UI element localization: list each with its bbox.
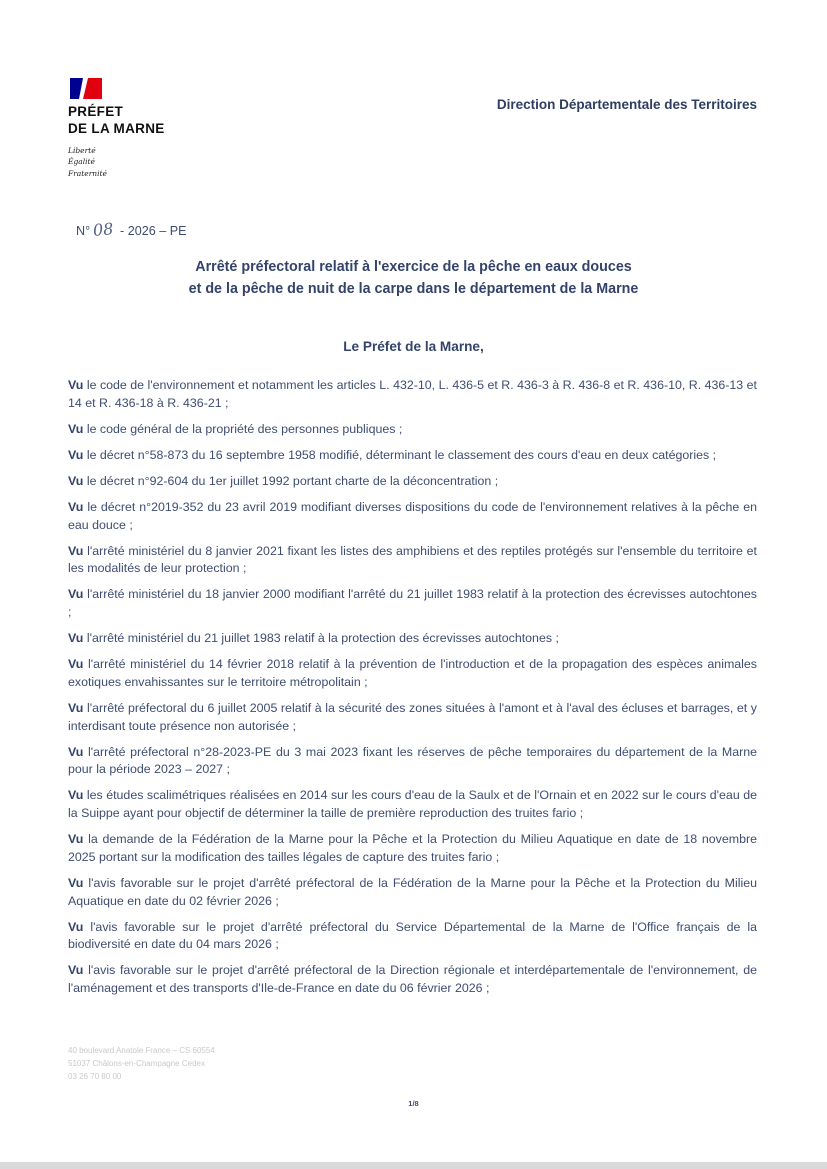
vu-paragraph: [68, 421, 757, 439]
french-flag-icon: [70, 78, 102, 99]
footer-address-line2: 51037 Châlons-en-Champagne Cedex: [68, 1058, 205, 1068]
vu-text: l'avis favorable sur le projet d'arrêté préfectoral de la Direction régionale et interdépartementale de l'environnement, de l'aménagement et des transports d'Ile-de-France en date du 06 février 2026 ;: [68, 963, 757, 995]
vu-lead: Vu: [68, 919, 84, 934]
vu-text: l'arrêté ministériel du 18 janvier 2000 modifiant l'arrêté du 21 juillet 1983 relatif à la protection des écrevisses autochtones ;: [68, 587, 757, 620]
reference-handwritten-number: 08: [92, 219, 115, 240]
vu-paragraph: [68, 700, 757, 735]
reference-number: [76, 220, 187, 239]
vu-text: l'arrêté ministériel du 21 juillet 1983 relatif à la protection des écrevisses autochtones ;: [86, 631, 559, 646]
vu-paragraph: [68, 919, 757, 954]
vu-paragraphs: [68, 377, 757, 1006]
vu-text: le code de l'environnement et notamment les articles L. 432-10, L. 436-5 et R. 436-3 à R. 436-8 et R. 436-10, R. 436-13 et 14 et R. 436-18 à R. 436-21 ;: [68, 378, 757, 410]
motto-egalite: Égalité: [68, 157, 95, 167]
vu-text: l'arrêté préfectoral du 6 juillet 2005 relatif à la sécurité des zones situées à l'amont et à l'aval des écluses et barrages, et y interdisant toute présence non autorisée ;: [68, 701, 757, 733]
direction-title: Direction Départementale des Territoires: [496, 97, 757, 112]
vu-lead: Vu: [68, 701, 84, 716]
agency-name: [68, 104, 165, 138]
vu-paragraph: [68, 473, 757, 491]
motto-liberte: Liberté: [68, 145, 96, 155]
vu-text: les études scalimétriques réalisées en 2014 sur les cours d'eau de la Saulx et de l'Ornain et en 2022 sur le cours d'eau de la Suippe ayant pour objectif de déterminer la taille de première reproduction des truites fario ;: [68, 788, 757, 821]
vu-paragraph: [68, 831, 757, 866]
document-title-line2: et de la pêche de nuit de la carpe dans le département de la Marne: [188, 280, 639, 297]
vu-lead: Vu: [68, 378, 84, 392]
document-title: [0, 257, 827, 300]
vu-lead: Vu: [68, 788, 84, 803]
vu-text: l'arrêté préfectoral n°28-2023-PE du 3 mai 2023 fixant les réserves de pêche temporaires du département de la Marne pour la période 2023 – 2027 ;: [68, 744, 757, 777]
vu-text: la demande de la Fédération de la Marne pour la Pêche et la Protection du Milieu Aquatique en date de 18 novembre 2025 portant sur la modification des tailles légales de capture des truites fario ;: [68, 832, 757, 864]
footer-address: [68, 1045, 215, 1083]
vu-lead: Vu: [68, 587, 84, 602]
vu-text: le décret n°92-604 du 1er juillet 1992 portant charte de la déconcentration ;: [86, 473, 499, 488]
vu-text: l'arrêté ministériel du 8 janvier 2021 fixant les listes des amphibiens et des reptiles protégés sur l'ensemble du territoire et les modalités de leur protection ;: [68, 543, 757, 576]
vu-lead: Vu: [68, 421, 84, 436]
vu-lead: Vu: [68, 875, 84, 890]
gov-logo-block: [68, 78, 165, 180]
vu-lead: Vu: [68, 543, 84, 558]
footer-phone: 03 26 70 80 00: [68, 1071, 122, 1081]
vu-text: le décret n°58-873 du 16 septembre 1958 modifié, déterminant le classement des cours d'eau en deux catégories ;: [86, 447, 717, 462]
vu-paragraph: [68, 787, 757, 822]
vu-text: l'avis favorable sur le projet d'arrêté préfectoral de la Fédération de la Marne pour la Pêche et la Protection du Milieu Aquatique en date du 02 février 2026 ;: [68, 875, 757, 908]
vu-text: l'arrêté ministériel du 14 février 2018 relatif à la prévention de l'introduction et de la propagation des espèces animales exotiques envahissantes sur le territoire métropolitain ;: [68, 657, 757, 689]
vu-lead: Vu: [68, 631, 84, 646]
vu-lead: Vu: [68, 473, 84, 488]
vu-lead: Vu: [68, 832, 84, 847]
salutation: Le Préfet de la Marne,: [343, 339, 484, 354]
vu-paragraph: [68, 499, 757, 534]
vu-paragraph: [68, 656, 757, 691]
motto: [68, 145, 165, 180]
vu-paragraph: [68, 543, 757, 578]
vu-paragraph: [68, 586, 757, 621]
vu-paragraph: [68, 962, 757, 997]
reference-suffix: - 2026 – PE: [120, 224, 187, 238]
vu-text: l'avis favorable sur le projet d'arrêté préfectoral du Service Départemental de la Marne de l'Office français de la biodiversité en date du 04 mars 2026 ;: [68, 919, 757, 952]
vu-paragraph: [68, 875, 757, 910]
vu-text: le code général de la propriété des personnes publiques ;: [86, 421, 403, 436]
document-title-line1: Arrêté préfectoral relatif à l'exercice de la pêche en eaux douces: [195, 259, 632, 275]
vu-lead: Vu: [68, 744, 84, 759]
vu-lead: Vu: [68, 963, 84, 978]
footer-address-line1: 40 boulevard Anatole France – CS 60554: [68, 1046, 215, 1055]
reference-prefix: N°: [76, 224, 91, 238]
vu-lead: Vu: [68, 657, 84, 672]
vu-paragraph: [68, 630, 757, 648]
agency-line1: PRÉFET: [68, 104, 124, 119]
vu-paragraph: [68, 377, 757, 412]
page-edge: [0, 1162, 827, 1169]
vu-text: le décret n°2019-352 du 23 avril 2019 modifiant diverses dispositions du code de l'environnement relatives à la pêche en eau douce ;: [68, 500, 757, 532]
vu-paragraph: [68, 447, 757, 465]
vu-paragraph: [68, 744, 757, 779]
vu-lead: Vu: [68, 500, 84, 515]
motto-fraternite: Fraternité: [68, 169, 107, 178]
page-number: 1/8: [408, 1099, 419, 1108]
vu-lead: Vu: [68, 447, 84, 462]
agency-line2: DE LA MARNE: [68, 120, 165, 136]
